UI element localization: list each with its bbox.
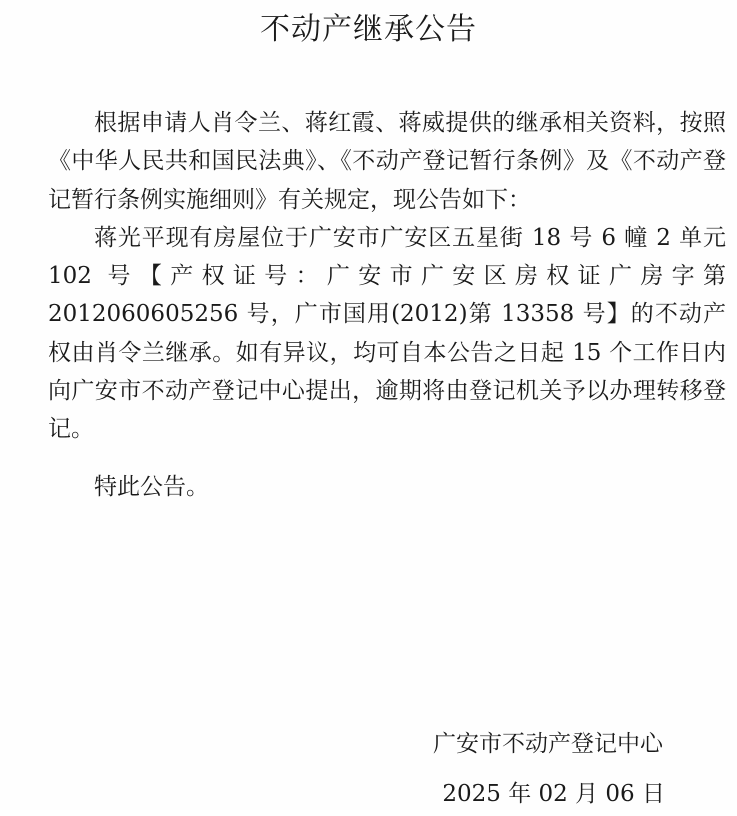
- signature-date: 2025 年 02 月 06 日: [442, 781, 665, 807]
- paragraph-property-details: 蒋光平现有房屋位于广安市广安区五星街 18 号 6 幢 2 单元 102 号【产权证号：广安市广安区房权证广房字第 2012060605256 号，广市国用(2012)第 13358 号】的不动产权由肖令兰继承。如有异议，均可自本公告之日起 15 个工作日内向广安市不动产登记中心提出，逾期将由登记机关予以办理转移登记。: [48, 224, 726, 443]
- paragraph-basis: 根据申请人肖令兰、蒋红霞、蒋威提供的继承相关资料，按照《中华人民共和国民法典》、《不动产登记暂行条例》及《不动产登记暂行条例实施细则》有关规定，现公告如下：: [48, 110, 726, 213]
- notice-body: [48, 104, 726, 506]
- paragraph-closing: 特此公告。: [94, 473, 209, 500]
- signature-organization: 广安市不动产登记中心: [433, 731, 663, 757]
- notice-title: 不动产继承公告: [260, 12, 477, 47]
- signature-block: [365, 722, 665, 816]
